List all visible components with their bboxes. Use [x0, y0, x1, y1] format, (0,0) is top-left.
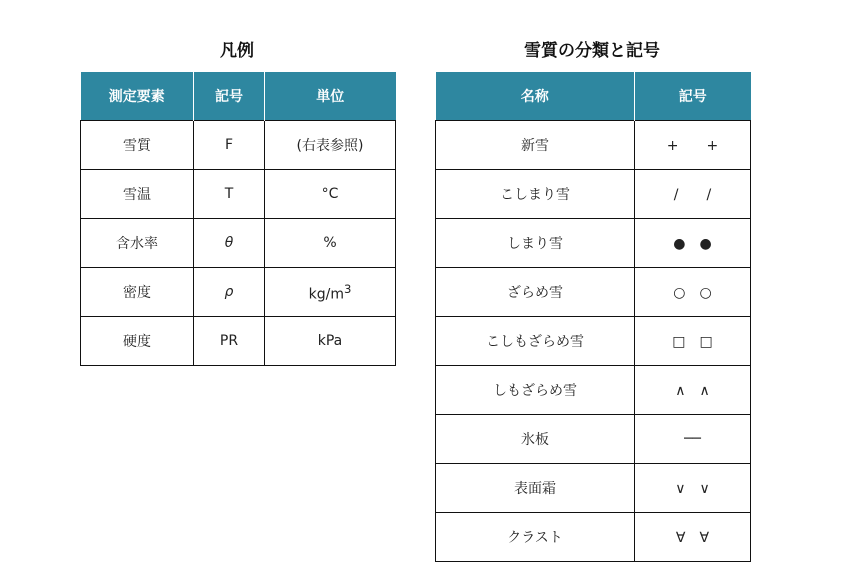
header-cell: 測定要素	[81, 72, 194, 121]
snow-type-symbol: ● ●	[635, 219, 751, 268]
classification-table	[435, 72, 751, 562]
table-row	[436, 170, 751, 219]
snow-type-name: こしもざらめ雪	[436, 317, 635, 366]
table-row	[81, 170, 396, 219]
unit-cell: (右表参照)	[265, 121, 396, 170]
unit-text: kg/m	[308, 286, 344, 303]
snow-type-name: 表面霜	[436, 464, 635, 513]
snow-type-name: 新雪	[436, 121, 635, 170]
element-cell: 硬度	[81, 317, 194, 366]
symbol-cell: ρ	[194, 268, 265, 317]
legend-title: 凡例	[220, 41, 254, 61]
snow-type-symbol: ○ ○	[635, 268, 751, 317]
element-cell: 雪質	[81, 121, 194, 170]
snow-type-symbol: ∧ ∧	[635, 366, 751, 415]
element-cell: 含水率	[81, 219, 194, 268]
snow-type-symbol: ∨ ∨	[635, 464, 751, 513]
header-cell: 記号	[635, 72, 751, 121]
unit-superscript: 3	[343, 281, 352, 296]
table-header-row	[436, 72, 751, 121]
unit-cell	[265, 268, 396, 317]
table-row	[436, 121, 751, 170]
table-row	[81, 317, 396, 366]
snow-type-name: クラスト	[436, 513, 635, 562]
table-row	[81, 121, 396, 170]
snow-type-symbol: / /	[635, 170, 751, 219]
snow-type-name: しもざらめ雪	[436, 366, 635, 415]
snow-type-name: ざらめ雪	[436, 268, 635, 317]
symbol-cell: PR	[194, 317, 265, 366]
table-row	[436, 268, 751, 317]
table-row	[436, 366, 751, 415]
unit-cell: kPa	[265, 317, 396, 366]
snow-type-symbol: □ □	[635, 317, 751, 366]
header-cell: 名称	[436, 72, 635, 121]
symbol-cell: θ	[194, 219, 265, 268]
table-row	[436, 219, 751, 268]
unit-cell: %	[265, 219, 396, 268]
legend-table	[80, 72, 396, 366]
classification-title: 雪質の分類と記号	[524, 41, 660, 61]
snow-type-name: しまり雪	[436, 219, 635, 268]
symbol-cell: T	[194, 170, 265, 219]
table-row	[436, 464, 751, 513]
snow-type-name: 氷板	[436, 415, 635, 464]
table-row	[436, 317, 751, 366]
unit-cell: °C	[265, 170, 396, 219]
element-cell: 密度	[81, 268, 194, 317]
table-row	[81, 268, 396, 317]
table-header-row	[81, 72, 396, 121]
header-cell: 記号	[194, 72, 265, 121]
snow-type-name: こしまり雪	[436, 170, 635, 219]
table-row	[436, 415, 751, 464]
header-cell: 単位	[265, 72, 396, 121]
snow-type-symbol: ──	[635, 415, 751, 464]
element-cell: 雪温	[81, 170, 194, 219]
symbol-cell: F	[194, 121, 265, 170]
snow-type-symbol: ∀ ∀	[635, 513, 751, 562]
snow-type-symbol: + +	[635, 121, 751, 170]
table-row	[436, 513, 751, 562]
table-row	[81, 219, 396, 268]
